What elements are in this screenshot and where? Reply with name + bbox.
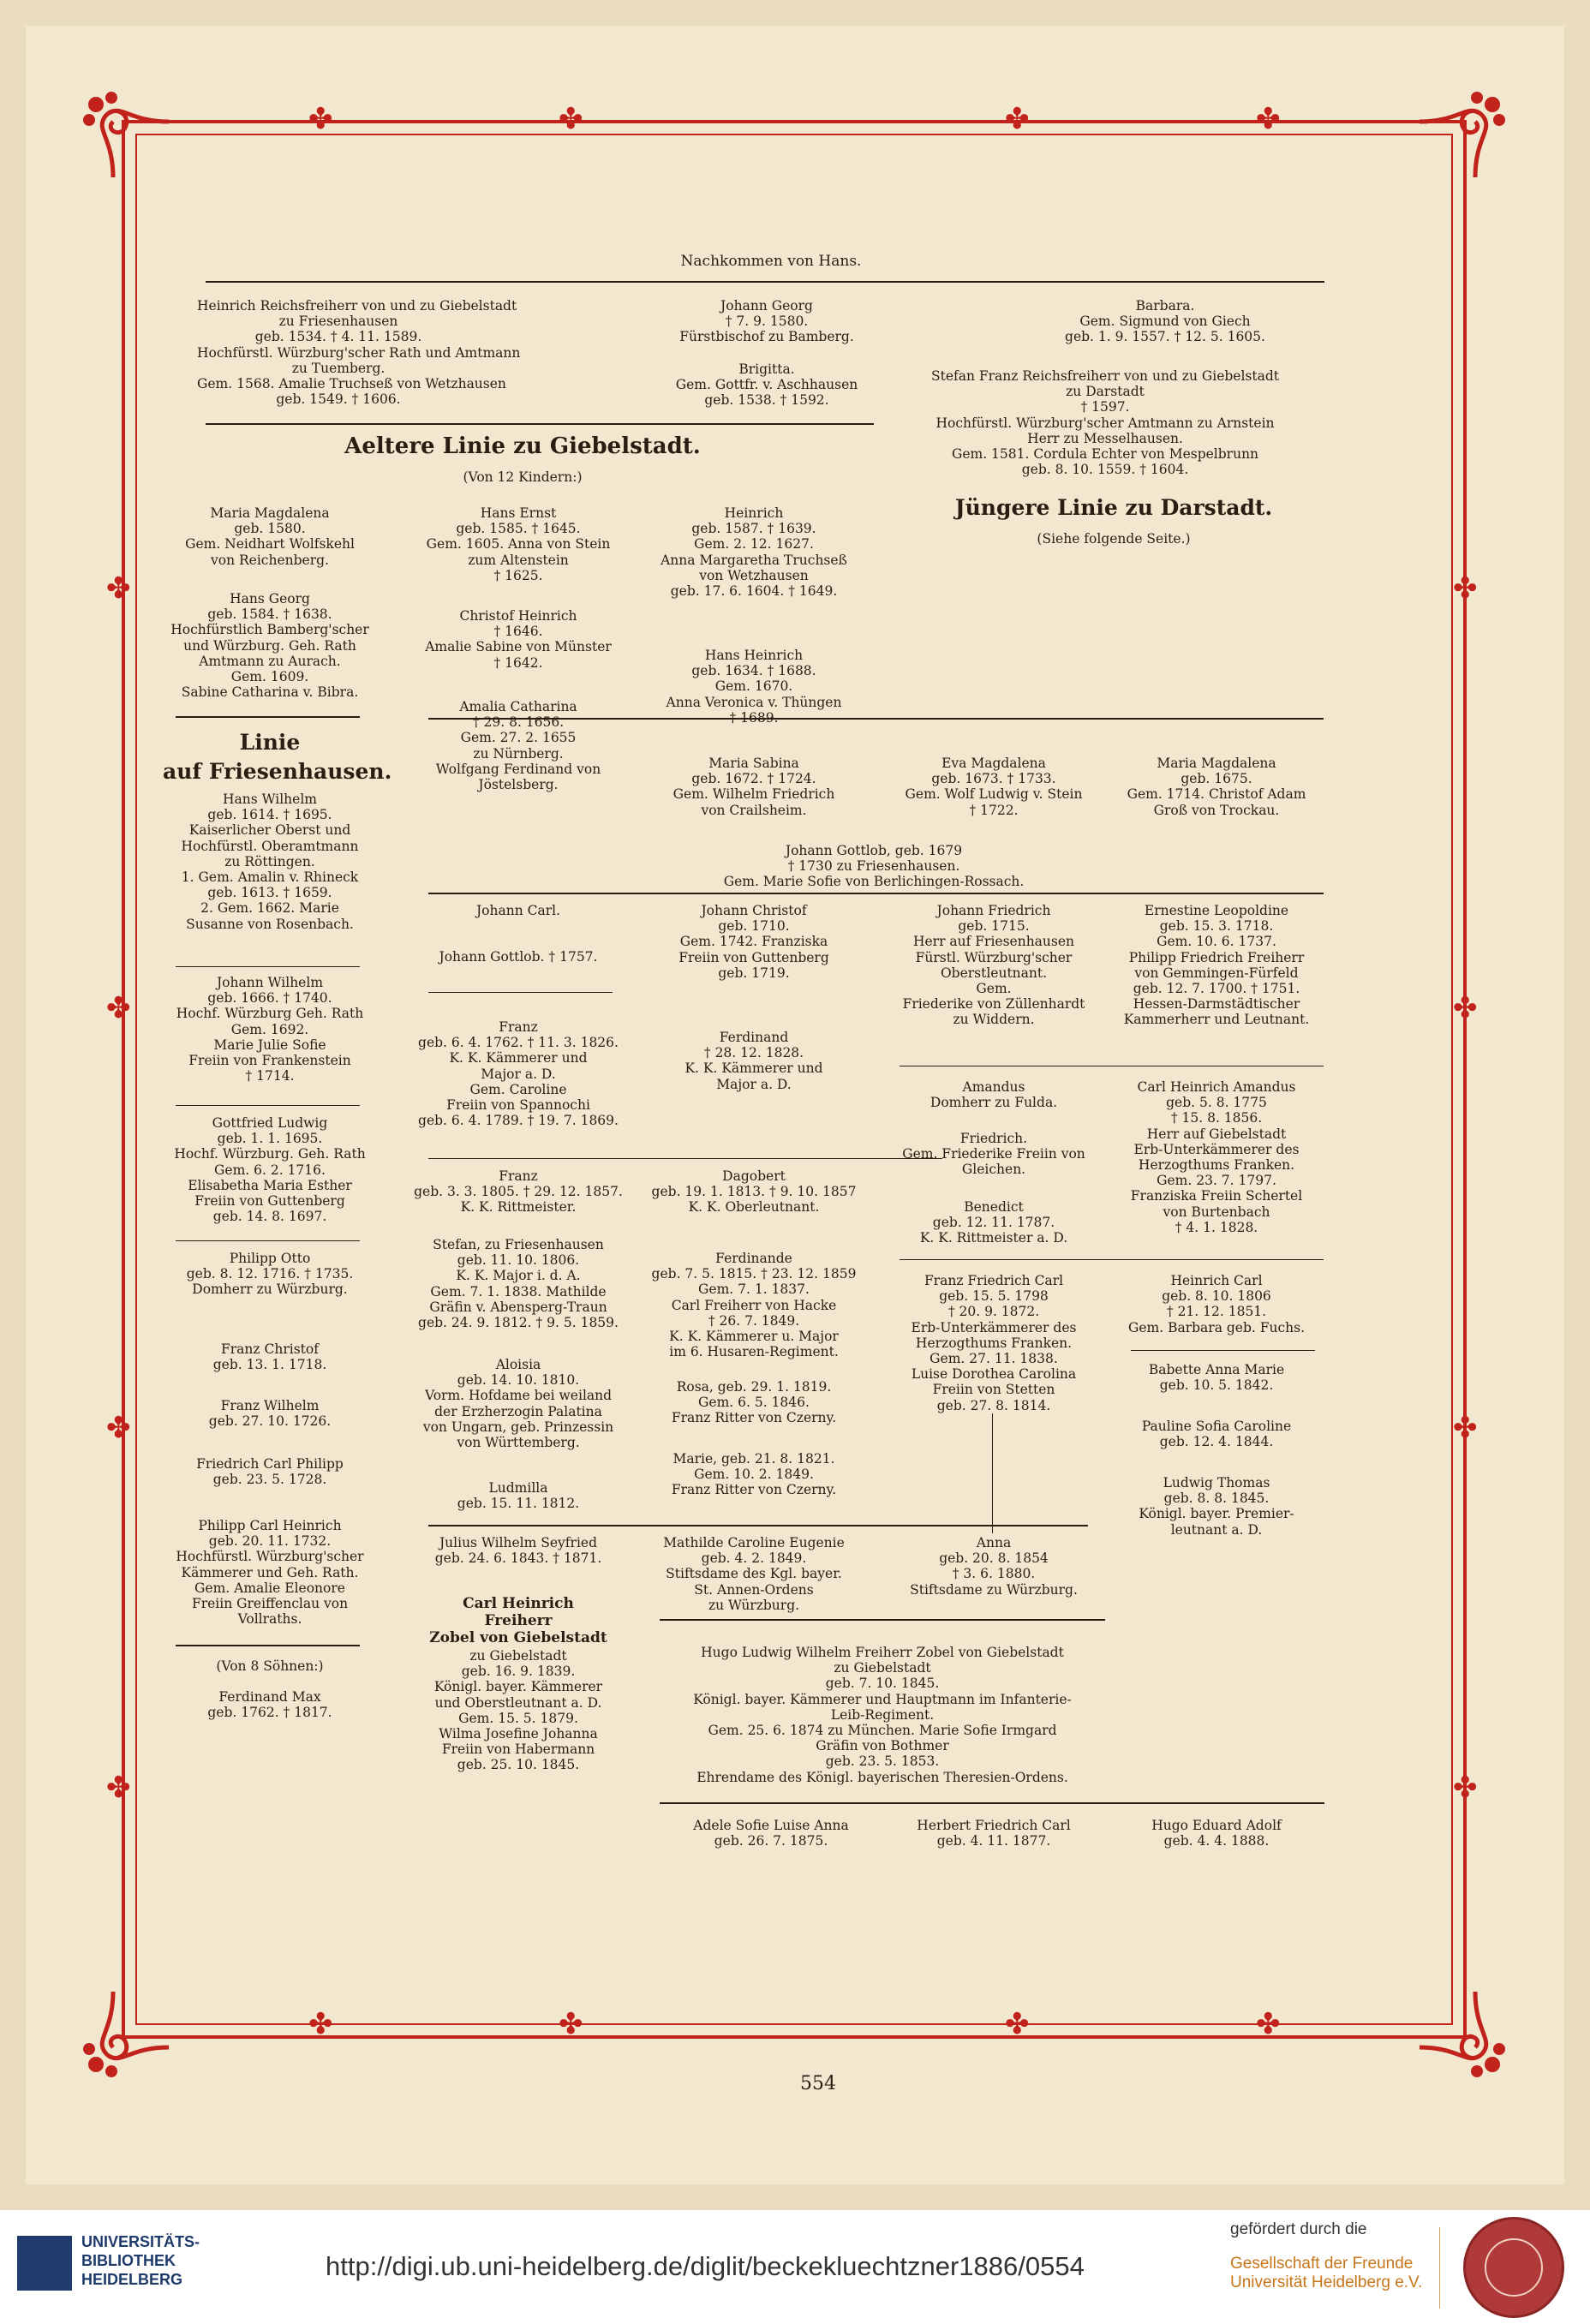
col1-rule <box>176 1240 360 1241</box>
rosette-icon: ✤ <box>106 1771 131 1805</box>
col4-rule <box>900 1259 1324 1260</box>
entry-ferdinand: Ferdinand † 28. 12. 1828. K. K. Kämmerer und Major a. D. <box>684 1030 823 1092</box>
row-rule <box>428 893 1324 894</box>
genealogy-connector <box>992 1413 993 1533</box>
juengere-heading: Jüngere Linie zu Darstadt. <box>954 495 1273 520</box>
entry-julius-wilhelm: Julius Wilhelm Seyfried geb. 24. 6. 1843. † 1871. <box>434 1535 602 1567</box>
entry-franz-friedrich-carl: Franz Friedrich Carl geb. 15. 5. 1798 † 20. 9. 1872. Erb-Unterkämmerer des Herzogthums Franken. Gem. 27. 11. 1838. Luise Dorothea Carolina Freiin von Stetten geb. 27. 8. 1814. <box>911 1273 1077 1413</box>
entry-dagobert: Dagobert geb. 19. 1. 1813. † 9. 10. 1857 K. K. Oberleutnant. <box>651 1168 857 1216</box>
corner-ornament-icon <box>1415 1987 1509 2082</box>
entry-marie-1821: Marie, geb. 21. 8. 1821. Gem. 10. 2. 1849. Franz Ritter von Czerny. <box>671 1451 837 1498</box>
row-rule <box>428 1525 1088 1526</box>
rosette-icon: ✤ <box>106 571 131 606</box>
rosette-icon: ✤ <box>1453 1771 1478 1805</box>
aeltere-heading: Aeltere Linie zu Giebelstadt. <box>344 433 701 459</box>
rosette-icon: ✤ <box>1256 2007 1281 2041</box>
entry-stefan-1806: Stefan, zu Friesenhausen geb. 11. 10. 1806. K. K. Major i. d. A. Gem. 7. 1. 1838. Mathilde Gräfin v. Abensperg-Traun geb. 24. 9. 1812. † 9. 5. 1859. <box>418 1237 619 1331</box>
footer-divider <box>1439 2227 1440 2309</box>
entry-johann-gottlob-1679: Johann Gottlob, geb. 1679 † 1730 zu Friesenhausen. Gem. Marie Sofie von Berlichingen-Rossach. <box>723 843 1025 890</box>
entry-johann-christof: Johann Christof geb. 1710. Gem. 1742. Franziska Freiin von Guttenberg geb. 1719. <box>678 903 829 981</box>
col1-rule <box>176 966 360 967</box>
rosette-icon: ✤ <box>559 102 583 136</box>
col1-rule <box>176 1105 360 1106</box>
friesenhausen-heading-2: auf Friesenhausen. <box>163 759 392 784</box>
university-library-logo-icon <box>17 2236 72 2291</box>
corner-ornament-icon <box>79 1987 173 2082</box>
rosette-icon: ✤ <box>1453 1411 1478 1445</box>
entry-heinrich-1587: Heinrich geb. 1587. † 1639. Gem. 2. 12. 1627. Anna Margaretha Truchseß von Wetzhausen geb. 17. 6. 1604. † 1649. <box>661 505 847 600</box>
entry-johann-friedrich: Johann Friedrich geb. 1715. Herr auf Friesenhausen Fürstl. Würzburg'scher Oberstleutnant. Gem. Friederike von Züllenhardt zu Widdern. <box>902 903 1085 1028</box>
funding-note: gefördert durch die <box>1230 2220 1367 2238</box>
entry-philipp-otto: Philipp Otto geb. 8. 12. 1716. † 1735. Domherr zu Würzburg. <box>186 1251 354 1298</box>
entry-friedrich: Friedrich. Gem. Friederike Freiin von Gleichen. <box>902 1131 1085 1178</box>
entry-herbert: Herbert Friedrich Carl geb. 4. 11. 1877. <box>917 1818 1071 1849</box>
university-seal-icon <box>1463 2217 1564 2318</box>
entry-ludwig-thomas: Ludwig Thomas geb. 8. 8. 1845. Königl. bayer. Premier- leutnant a. D. <box>1139 1475 1294 1538</box>
rosette-icon: ✤ <box>1005 2007 1030 2041</box>
entry-friedrich-carl-philipp: Friedrich Carl Philipp geb. 23. 5. 1728. <box>196 1456 344 1488</box>
sponsor-name[interactable]: Gesellschaft der Freunde Universität Heidelberg e.V. <box>1230 2255 1423 2291</box>
rosette-icon: ✤ <box>1005 102 1030 136</box>
entry-christof-heinrich: Christof Heinrich † 1646. Amalie Sabine von Münster † 1642. <box>425 608 612 671</box>
juengere-subheading: (Siehe folgende Seite.) <box>1037 531 1191 547</box>
rosette-icon: ✤ <box>308 2007 333 2041</box>
entry-rosa: Rosa, geb. 29. 1. 1819. Gem. 6. 5. 1846. Franz Ritter von Czerny. <box>671 1379 837 1426</box>
entry-carl-heinrich-heading: Carl Heinrich Freiherr Zobel von Giebelstadt <box>429 1595 607 1646</box>
entry-adele: Adele Sofie Luise Anna geb. 26. 7. 1875. <box>693 1818 849 1849</box>
row-rule <box>660 1619 1105 1621</box>
rosette-icon: ✤ <box>106 1411 131 1445</box>
entry-heinrich: Heinrich Reichsfreiherr von und zu Giebelstadt zu Friesenhausen geb. 1534. † 4. 11. 1589. Hochfürstl. Würzburg'scher Rath und Amtmann zu Tuemberg. Gem. 1568. Amalie Truchseß von Wetzhausen geb. 1549. † 1606. <box>197 298 521 408</box>
entry-ludmilla: Ludmilla geb. 15. 11. 1812. <box>457 1480 580 1512</box>
col2-rule <box>428 1158 942 1159</box>
entry-maria-magdalena-1675: Maria Magdalena geb. 1675. Gem. 1714. Christof Adam Groß von Trockau. <box>1127 756 1306 818</box>
col5-rule <box>1131 1350 1315 1351</box>
entry-amalia-catharina: Amalia Catharina † 29. 8. 1656. Gem. 27. 2. 1655 zu Nürnberg. Wolfgang Ferdinand von Jöstelsberg. <box>435 699 601 793</box>
entry-johann-georg: Johann Georg † 7. 9. 1580. Fürstbischof zu Bamberg. <box>679 298 854 345</box>
entry-ferdinand-max: Ferdinand Max geb. 1762. † 1817. <box>207 1689 332 1721</box>
entry-mathilde-caroline: Mathilde Caroline Eugenie geb. 4. 2. 1849. Stiftsdame des Kgl. bayer. St. Annen-Ordens zu Würzburg. <box>663 1535 845 1613</box>
title-rule <box>206 281 1324 283</box>
entry-ferdinande: Ferdinande geb. 7. 5. 1815. † 23. 12. 1859 Gem. 7. 1. 1837. Carl Freiherr von Hacke † 26. 7. 1849. K. K. Kämmerer u. Major im 6. Husaren-Regiment. <box>651 1251 857 1360</box>
permalink-url[interactable]: http://digi.ub.uni-heidelberg.de/diglit/beckekluechtzner1886/0554 <box>326 2251 1085 2281</box>
university-library-name: UNIVERSITÄTS- BIBLIOTHEK HEIDELBERG <box>81 2233 200 2288</box>
entry-franz-christof: Franz Christof geb. 13. 1. 1718. <box>212 1341 327 1373</box>
entry-pauline: Pauline Sofia Caroline geb. 12. 4. 1844. <box>1141 1419 1292 1450</box>
entry-hugo-ludwig: Hugo Ludwig Wilhelm Freiherr Zobel von Giebelstadt zu Giebelstadt geb. 7. 10. 1845. Königl. bayer. Kämmerer und Hauptmann im Infanterie- Leib-Regiment. Gem. 25. 6. 1874 zu München. Marie Sofie Irmgard Gräfin von Bothmer geb. 23. 5. 1853. Ehrendame des Königl. bayerischen Theresien-Ordens. <box>693 1645 1072 1785</box>
page-number: 554 <box>800 2073 836 2094</box>
friesenhausen-heading-1: Linie <box>239 730 301 755</box>
entry-johann-carl: Johann Carl. <box>475 903 561 918</box>
entry-hans-heinrich: Hans Heinrich geb. 1634. † 1688. Gem. 1670. Anna Veronica v. Thüngen † 1689. <box>666 648 842 726</box>
entry-carl-heinrich-amandus: Carl Heinrich Amandus geb. 5. 8. 1775 † 15. 8. 1856. Herr auf Giebelstadt Erb-Unterkämmerer des Herzogthums Franken. Gem. 23. 7. 1797. Franziska Freiin Schertel von Burtenbach † 4. 1. 1828. <box>1130 1079 1303 1235</box>
col2-rule <box>428 992 613 993</box>
note-von-8-soehnen: (Von 8 Söhnen:) <box>216 1658 324 1674</box>
corner-ornament-icon <box>79 87 173 182</box>
entry-gottfried-ludwig: Gottfried Ludwig geb. 1. 1. 1695. Hochf. Würzburg. Geh. Rath Gem. 6. 2. 1716. Elisabetha Maria Esther Freiin von Guttenberg geb. 14. 8. 1697. <box>174 1115 366 1225</box>
entry-heinrich-carl: Heinrich Carl geb. 8. 10. 1806 † 21. 12. 1851. Gem. Barbara geb. Fuchs. <box>1127 1273 1306 1335</box>
entry-franz-1762: Franz geb. 6. 4. 1762. † 11. 3. 1826. K. K. Kämmerer und Major a. D. Gem. Caroline Freiin von Spannochi geb. 6. 4. 1789. † 19. 7. 1869. <box>418 1019 619 1129</box>
entry-stefan: Stefan Franz Reichsfreiherr von und zu Giebelstadt zu Darstadt † 1597. Hochfürstl. Würzburg'scher Amtmann zu Arnstein Herr zu Messelhausen. Gem. 1581. Cordula Echter von Mespelbrunn geb. 8. 10. 1559. † 1604. <box>930 368 1279 478</box>
entry-hans-wilhelm: Hans Wilhelm geb. 1614. † 1695. Kaiserlicher Oberst und Hochfürstl. Oberamtmann zu Röttingen. 1. Gem. Amalin v. Rhineck geb. 1613. † 1659. 2. Gem. 1662. Marie Susanne von Rosenbach. <box>181 792 359 932</box>
col1-rule <box>176 1645 360 1646</box>
footer-bar <box>0 2210 1590 2324</box>
entry-maria-sabina: Maria Sabina geb. 1672. † 1724. Gem. Wilhelm Friedrich von Crailsheim. <box>672 756 835 818</box>
page-title: Nachkommen von Hans. <box>680 253 862 270</box>
col1-rule <box>176 716 360 718</box>
entry-brigitta: Brigitta. Gem. Gottfr. v. Aschhausen geb. 1538. † 1592. <box>675 361 858 409</box>
entry-hans-georg: Hans Georg geb. 1584. † 1638. Hochfürstlich Bamberg'scher und Würzburg. Geh. Rath Amtmann zu Aurach. Gem. 1609. Sabine Catharina v. Bibra. <box>170 591 369 701</box>
aeltere-subheading: (Von 12 Kindern:) <box>463 469 583 485</box>
entry-ernestine: Ernestine Leopoldine geb. 15. 3. 1718. Gem. 10. 6. 1737. Philipp Friedrich Freiherr von Gemmingen-Fürfeld geb. 12. 7. 1700. † 1751. Hessen-Darmstädtischer Kammerherr und Leutnant. <box>1123 903 1310 1028</box>
entry-hans-ernst: Hans Ernst geb. 1585. † 1645. Gem. 1605. Anna von Stein zum Altenstein † 1625. <box>426 505 611 583</box>
entry-amandus: Amandus Domherr zu Fulda. <box>929 1079 1058 1111</box>
entry-carl-heinrich: zu Giebelstadt geb. 16. 9. 1839. Königl. bayer. Kämmerer und Oberstleutnant a. D. Gem. 15. 5. 1879. Wilma Josefine Johanna Freiin von Habermann geb. 25. 10. 1845. <box>433 1648 603 1773</box>
rosette-icon: ✤ <box>106 991 131 1025</box>
rosette-icon: ✤ <box>1256 102 1281 136</box>
entry-anna: Anna geb. 20. 8. 1854 † 3. 6. 1880. Stiftsdame zu Würzburg. <box>910 1535 1078 1598</box>
rosette-icon: ✤ <box>1453 991 1478 1025</box>
entry-benedict: Benedict geb. 12. 11. 1787. K. K. Rittmeister a. D. <box>919 1199 1068 1246</box>
entry-franz-1805: Franz geb. 3. 3. 1805. † 29. 12. 1857. K. K. Rittmeister. <box>414 1168 623 1216</box>
rosette-icon: ✤ <box>559 2007 583 2041</box>
entry-hugo-eduard: Hugo Eduard Adolf geb. 4. 4. 1888. <box>1151 1818 1282 1849</box>
entry-maria-magdalena: Maria Magdalena geb. 1580. Gem. Neidhart Wolfskehl von Reichenberg. <box>185 505 355 568</box>
entry-aloisia: Aloisia geb. 14. 10. 1810. Vorm. Hofdame bei weiland der Erzherzogin Palatina von Ungarn, geb. Prinzessin von Württemberg. <box>422 1357 614 1451</box>
rosette-icon: ✤ <box>308 102 333 136</box>
rosette-icon: ✤ <box>1453 571 1478 606</box>
entry-johann-gottlob: Johann Gottlob. † 1757. <box>439 949 598 965</box>
entry-babette: Babette Anna Marie geb. 10. 5. 1842. <box>1148 1362 1285 1394</box>
aeltere-rule <box>206 423 874 425</box>
corner-ornament-icon <box>1415 87 1509 182</box>
entry-johann-wilhelm: Johann Wilhelm geb. 1666. † 1740. Hochf. Würzburg Geh. Rath Gem. 1692. Marie Julie Sofie Freiin von Frankenstein † 1714. <box>176 975 364 1084</box>
entry-barbara: Barbara. Gem. Sigmund von Giech geb. 1. 9. 1557. † 12. 5. 1605. <box>1065 298 1265 345</box>
scanned-page <box>26 26 1564 2184</box>
entry-eva-magdalena: Eva Magdalena geb. 1673. † 1733. Gem. Wolf Ludwig v. Stein † 1722. <box>905 756 1083 818</box>
row-rule <box>660 1802 1324 1804</box>
entry-philipp-carl-heinrich: Philipp Carl Heinrich geb. 20. 11. 1732. Hochfürstl. Würzburg'scher Kämmerer und Geh. Rath. Gem. Amalie Eleonore Freiin Greiffenclau von Vollraths. <box>176 1518 364 1628</box>
entry-franz-wilhelm: Franz Wilhelm geb. 27. 10. 1726. <box>208 1398 332 1430</box>
